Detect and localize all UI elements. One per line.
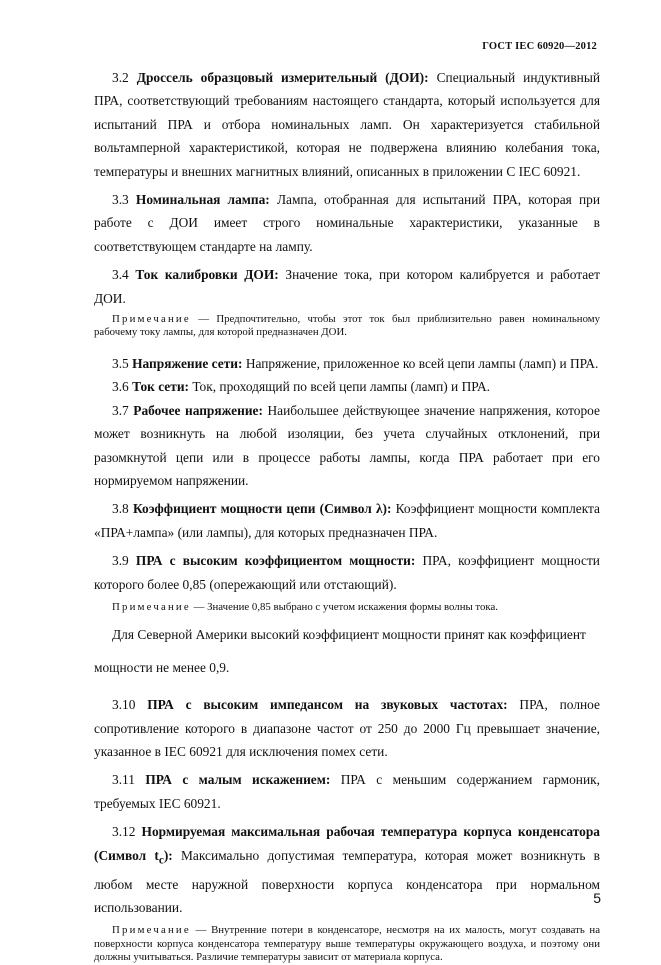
definition-term-main: Нормируемая максимальная рабочая температура корпуса конденсатора (Символ t xyxy=(94,824,600,863)
definition-3-6 xyxy=(94,375,600,398)
definition-3-3 xyxy=(94,188,600,258)
note-text: — Значение 0,85 выбрано с учетом искажения формы волны тока. xyxy=(193,600,498,613)
definition-text: Коэффициент мощности комплекта «ПРА+лампа» (или лампы), для которых предназначен ПРА. xyxy=(94,501,600,540)
definition-term: ПРА с малым искажением: xyxy=(145,772,331,788)
definition-text: ПРА с меньшим содержанием гармоник, требуемых IEC 60921. xyxy=(94,772,600,811)
document-body xyxy=(94,66,600,965)
definition-term: Ток калибровки ДОИ: xyxy=(135,267,279,283)
definition-number: 3.9 xyxy=(112,553,129,569)
north-america-line-2: мощности не менее 0,9. xyxy=(94,659,230,675)
north-america-line-1: Для Северной Америки высокий коэффициент мощности принят как коэффициент xyxy=(112,627,586,643)
definition-number: 3.7 xyxy=(112,402,129,418)
definition-term: Рабочее напряжение: xyxy=(133,402,263,418)
definition-term: Напряжение сети: xyxy=(132,355,243,371)
definition-number: 3.8 xyxy=(112,501,129,517)
definition-3-7 xyxy=(94,399,600,493)
definition-3-5 xyxy=(94,352,600,375)
definition-term: Номинальная лампа: xyxy=(135,192,270,208)
definition-number: 3.11 xyxy=(112,772,135,788)
definition-3-9 xyxy=(94,549,600,596)
definition-3-8 xyxy=(94,497,600,544)
definition-term: Дроссель образцовый измерительный (ДОИ): xyxy=(136,70,429,85)
note-label: Примечание xyxy=(112,600,191,613)
definition-text: Специальный индуктивный ПРА, соответствующий требованиям настоящего стандарта, который используется для испытаний ПРА и отбора номинальных ламп. Он характеризуется стабильной вольтамперной характеристикой, которая не подвержена влиянию колебания тока, температуры и внешних магнитных влияний, описанных в приложении С IEC 60921. xyxy=(94,70,600,179)
definition-text: Лампа, отобранная для испытаний ПРА, которая при работе с ДОИ имеет строго номинальные характеристики, указанные в соответствующем стандарте на лампу. xyxy=(94,192,600,254)
note-text: — Предпочтительно, чтобы этот ток был приблизительно равен номинальному рабочему току лампы, для которой предназначен ДОИ. xyxy=(94,313,600,339)
definition-text: Максимально допустимая температура, которая может возникнуть в любом месте наружной поверхности корпуса конденсатора при нормальном использовании. xyxy=(94,847,600,916)
definition-number: 3.4 xyxy=(112,267,129,283)
definition-text: ПРА, коэффициент мощности которого более 0,85 (опережающий или отстающий). xyxy=(94,553,600,592)
note-1 xyxy=(94,313,600,340)
definition-3-4 xyxy=(94,263,600,310)
note-3 xyxy=(94,924,600,964)
definition-number: 3.5 xyxy=(112,355,129,371)
definition-text: Напряжение, приложенное ко всей цепи лампы (ламп) и ПРА. xyxy=(245,355,599,371)
definition-3-12 xyxy=(94,820,600,919)
definition-number: 3.2 xyxy=(112,70,129,85)
definition-3-10 xyxy=(94,693,600,763)
definition-number: 3.12 xyxy=(112,824,136,840)
note-2 xyxy=(94,601,600,614)
definition-term: ПРА с высоким коэффициентом мощности: xyxy=(135,553,416,569)
definition-text: ПРА, полное сопротивление которого в диапазоне частот от 250 до 2000 Гц превышает значение, указанное в IEC 60921 для исключения помех сети. xyxy=(94,697,600,759)
definition-text: Ток, проходящий по всей цепи лампы (ламп) и ПРА. xyxy=(192,379,490,395)
definition-number: 3.6 xyxy=(112,379,129,395)
note-label: Примечание xyxy=(112,313,191,326)
definition-text: Значение тока, при котором калибруется и работает ДОИ. xyxy=(94,267,600,306)
definition-term: Ток сети: xyxy=(132,379,189,395)
definition-number: 3.10 xyxy=(112,697,136,713)
definition-term-end: ): xyxy=(163,847,173,863)
definition-3-2 xyxy=(94,66,600,183)
definition-term-subscript: c xyxy=(158,854,164,867)
document-header: ГОСТ IEC 60920—2012 xyxy=(482,41,597,52)
note-label: Примечание xyxy=(112,924,191,937)
page-number: 5 xyxy=(593,890,601,906)
definition-term: ПРА с высоким импедансом на звуковых частотах: xyxy=(147,697,508,713)
definition-number: 3.3 xyxy=(112,192,129,208)
definition-term: Коэффициент мощности цепи (Символ λ): xyxy=(132,501,392,517)
definition-text: Наибольшее действующее значение напряжения, которое может возникнуть на любой изоляции, без учета случайных отклонений, при разомкнутой цепи или в процессе работы лампы, когда ПРА работает при его нормируемом напряжении. xyxy=(94,402,600,488)
note-text: — Внутренние потери в конденсаторе, несмотря на их малость, могут создавать на поверхности корпуса конденсатора температуру выше температуры окружающего воздуха, и поэтому они должны учитываться. Различие температуры зависит от материала корпуса. xyxy=(94,924,601,964)
definition-3-11 xyxy=(94,768,600,815)
